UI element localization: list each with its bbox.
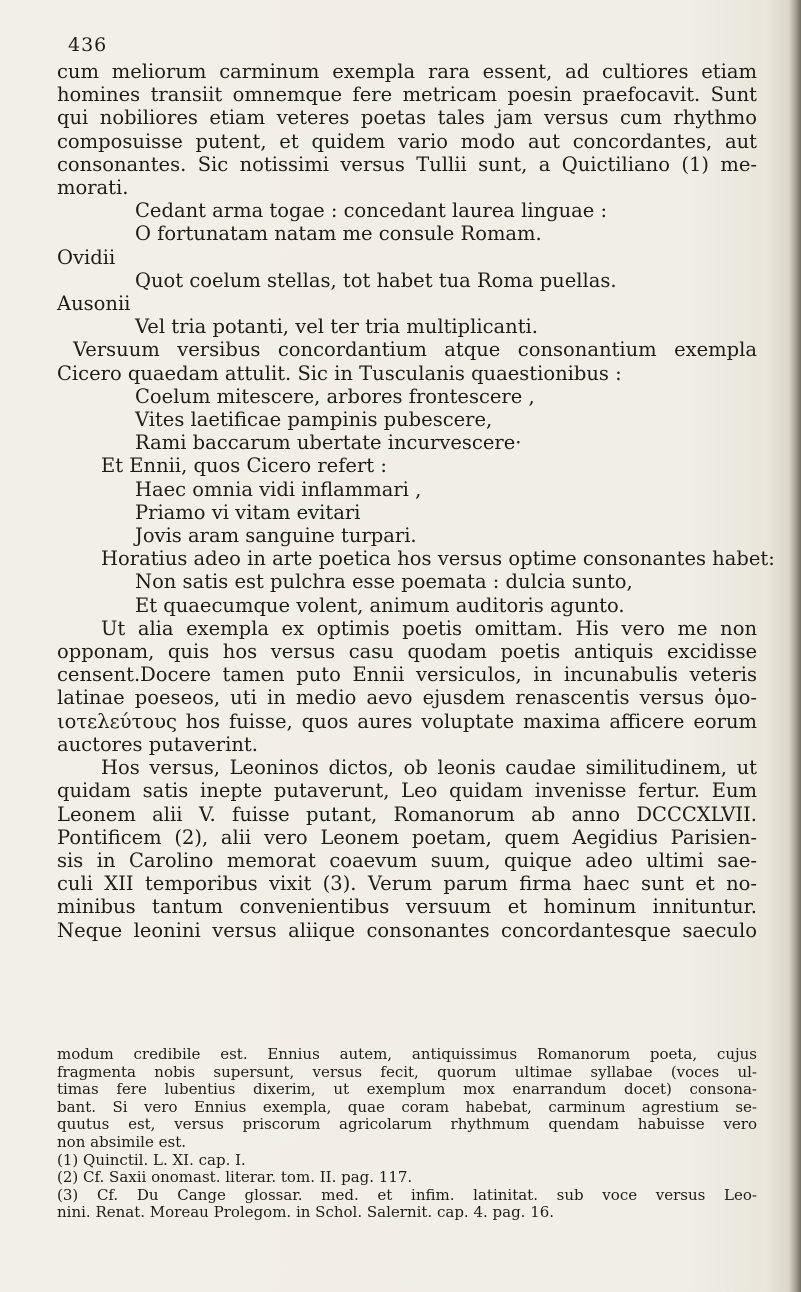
text-line: qui nobiliores etiam veteres poetas tales jam versus cum rhythmo <box>57 106 757 130</box>
text-line: Hos versus, Leoninos dictos, ob leonis caudae similitudinem, ut <box>101 756 757 780</box>
text-line: Ausonii <box>57 292 131 316</box>
footnote-line: (1) Quinctil. L. XI. cap. I. <box>57 1150 246 1169</box>
text-line: Versuum versibus concordantium atque consonantium exempla <box>73 338 757 362</box>
text-line: Jovis aram sanguine turpari. <box>135 524 417 548</box>
footnote-line: (3) Cf. Du Cange glossar. med. et infim. latinitat. sub voce versus Leo- <box>57 1185 757 1204</box>
footnotes <box>57 1046 757 1222</box>
text-line: Priamo vi vitam evitari <box>135 500 361 524</box>
text-line: Cicero quaedam attulit. Sic in Tusculanis quaestionibus : <box>57 361 622 385</box>
footnote-line: nini. Renat. Moreau Prolegom. in Schol. Salernit. cap. 4. pag. 16. <box>57 1203 555 1222</box>
text-line: censent.Docere tamen puto Ennii versiculos, in incunabulis veteris <box>57 663 757 687</box>
footnote-line: timas fere lubentius dixerim, ut exemplum mox enarrandum docet) consona- <box>57 1080 757 1099</box>
text-line: Ovidii <box>57 245 116 269</box>
text-line: ιοτελεύτους hos fuisse, quos aures voluptate maxima afficere eorum <box>57 709 757 733</box>
text-line: composuisse putent, et quidem vario modo aut concordantes, aut <box>57 129 757 153</box>
text-line: morati. <box>57 176 129 200</box>
text-line: Haec omnia vidi inflammari , <box>135 477 422 501</box>
text-line: homines transiit omnemque fere metricam poesin praefocavit. Sunt <box>57 83 757 107</box>
text-line: Quot coelum stellas, tot habet tua Roma puellas. <box>135 268 617 292</box>
text-line: Ut alia exempla ex optimis poetis omittam. His vero me non <box>101 616 757 640</box>
text-line: Leonem alii V. fuisse putant, Romanorum ab anno DCCCXLVII. <box>57 802 757 826</box>
text-line: Neque leonini versus aliique consonantes concordantesque saeculo <box>57 918 757 942</box>
text-line: Cedant arma togae : concedant laurea linguae : <box>135 199 608 223</box>
text-line: Et Ennii, quos Cicero refert : <box>101 454 387 478</box>
text-line: Coelum mitescere, arbores frontescere , <box>135 384 535 408</box>
footnote-line: quutus est, versus priscorum agricolarum rhythmum quendam habuisse vero <box>57 1115 757 1134</box>
footnote-line: (2) Cf. Saxii onomast. literar. tom. II. pag. 117. <box>57 1168 413 1187</box>
text-line: Non satis est pulchra esse poemata : dulcia sunto, <box>135 570 633 594</box>
text-line: Vel tria potanti, vel ter tria multiplicanti. <box>135 315 538 339</box>
text-line: latinae poeseos, uti in medio aevo ejusdem renascentis versus ὁμο- <box>57 686 757 710</box>
text-line: Rami baccarum ubertate incurvescere· <box>135 431 522 455</box>
footnote-line: non absimile est. <box>57 1132 186 1151</box>
text-line: opponam, quis hos versus casu quodam poetis antiquis excidisse <box>57 640 757 664</box>
text-line: Pontificem (2), alii vero Leonem poetam, quem Aegidius Parisien- <box>57 825 757 849</box>
text-line: sis in Carolino memorat coaevum suum, quique adeo ultimi sae- <box>57 848 757 872</box>
text-line: quidam satis inepte putaverunt, Leo quidam invenisse fertur. Eum <box>57 779 757 803</box>
text-line: cum meliorum carminum exempla rara essent, ad cultiores etiam <box>57 60 757 83</box>
text-line: Vites laetificae pampinis pubescere, <box>135 408 493 432</box>
footnote-line: fragmenta nobis supersunt, versus fecit, quorum ultimae syllabae (voces ul- <box>57 1062 757 1081</box>
text-line: Et quaecumque volent, animum auditoris agunto. <box>135 593 625 617</box>
page-edge <box>789 0 801 1292</box>
text-line: consonantes. Sic notissimi versus Tullii sunt, a Quictiliano (1) me- <box>57 152 757 176</box>
text-line: auctores putaverint. <box>57 732 258 756</box>
main-text <box>57 60 775 942</box>
text-line: culi XII temporibus vixit (3). Verum parum firma haec sunt et no- <box>57 872 757 896</box>
text-line: Horatius adeo in arte poetica hos versus optime consonantes habet: <box>101 547 775 571</box>
footnote-line: bant. Si vero Ennius exempla, quae coram habebat, carminum agrestium se- <box>57 1097 757 1116</box>
page-number: 436 <box>68 34 108 56</box>
text-line: O fortunatam natam me consule Romam. <box>135 222 542 246</box>
text-line: minibus tantum convenientibus versuum et hominum innituntur. <box>57 895 757 919</box>
footnote-line: modum credibile est. Ennius autem, antiquissimus Romanorum poeta, cujus <box>57 1045 757 1063</box>
